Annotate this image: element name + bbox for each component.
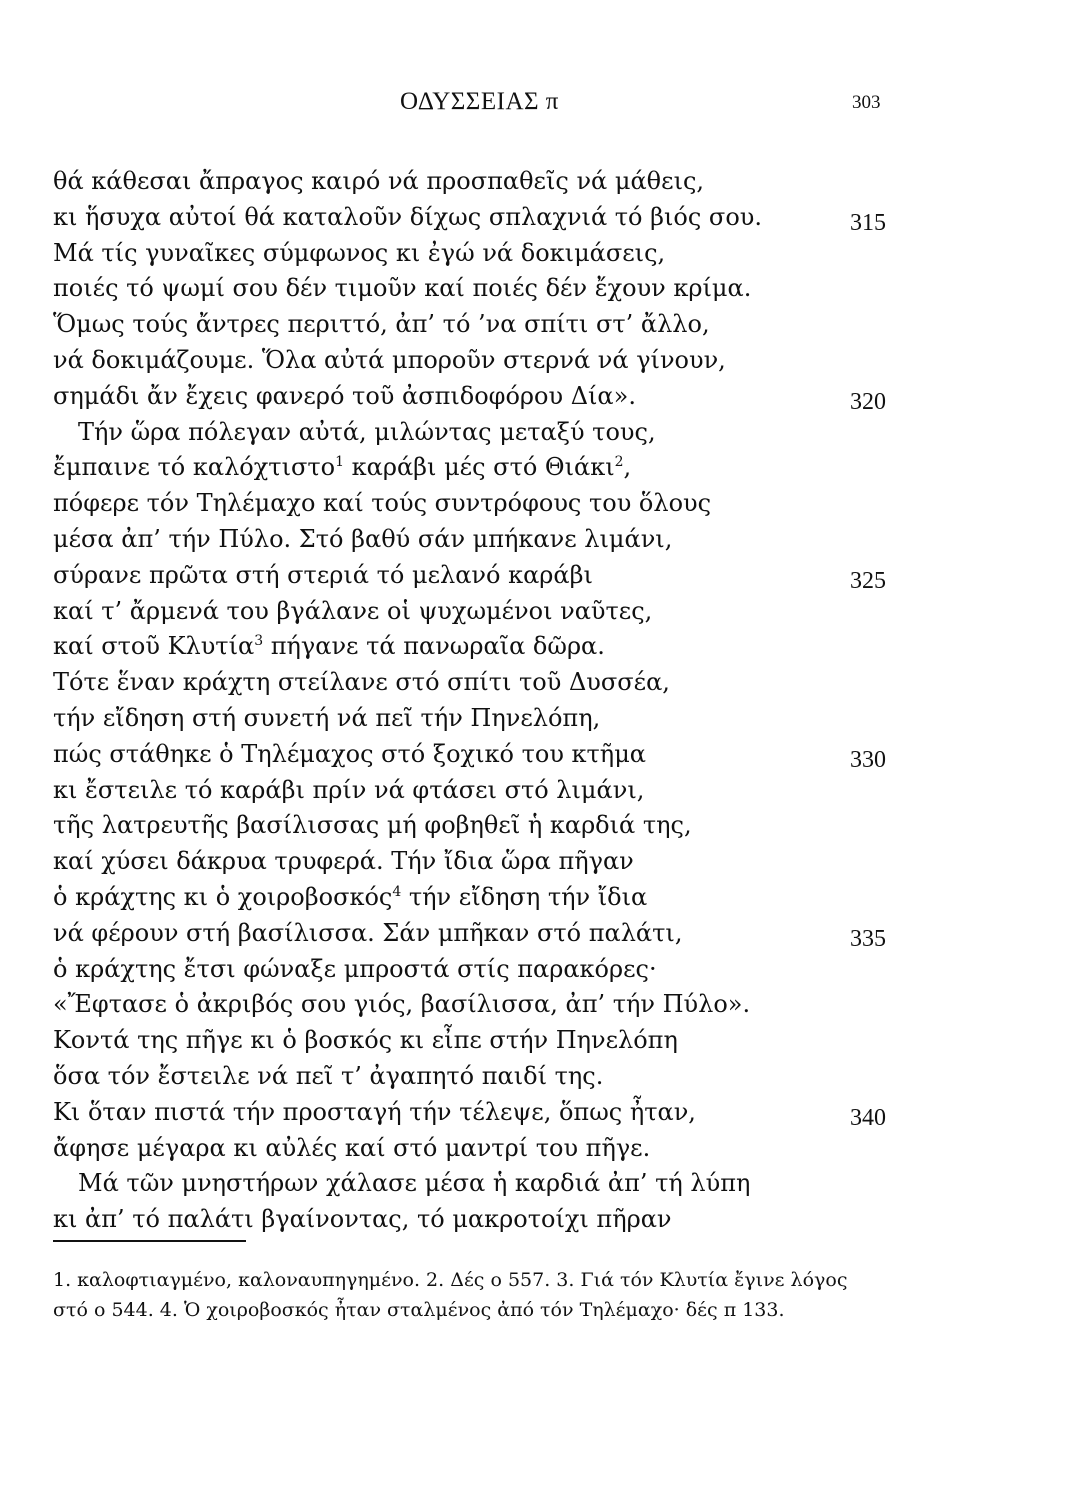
footnote-line: στό ο 544. 4. Ὁ χοιροβοσκός ἦταν σταλμένος ἀπό τόν Τηλέμαχο· δές π 133. [53,1299,785,1321]
verse-line [0,164,1085,200]
verse-line [0,1023,1085,1059]
verse-text [53,880,647,916]
verse-text: Κι ὅταν πιστά τήν προσταγή τήν τέλεψε, ὅπως ἦταν, [53,1097,696,1126]
verse-text: Ὅμως τούς ἄντρες περιττό, ἀπ’ τό ’να σπίτι στ’ ἄλλο, [53,310,710,339]
verse-text: καί χύσει δάκρυα τρυφερά. Τήν ἴδια ὥρα πῆγαν [53,847,634,876]
line-number: 335 [850,925,886,952]
verse-text: κι ἥσυχα αὐτοί θά καταλοῦν δίχως σπλαχνιά τό βιός σου. [53,202,762,231]
verse-line [0,880,1085,916]
footnote-rule [53,1240,246,1242]
verse-line [0,844,1085,880]
verse-text: κι ἀπ’ τό παλάτι βγαίνοντας, τό μακροτοίχι πῆραν [53,1205,672,1234]
line-number: 320 [850,388,886,415]
page-number: 303 [852,92,881,113]
verse-text: Μά τῶν μνηστήρων χάλασε μέσα ἡ καρδιά ἀπ’ τή λύπη [78,1169,751,1198]
verse-text: μέσα ἀπ’ τήν Πύλο. Στό βαθύ σάν μπήκανε λιμάνι, [53,524,673,553]
verse-text: θά κάθεσαι ἄπραγος καιρό νά προσπαθεῖς νά μάθεις, [53,167,705,195]
verse-text-segment: ὁ κράχτης κι ὁ χοιροβοσκός [53,882,393,911]
footnote-marker: 1 [335,454,345,471]
verse-text-segment: τήν εἴδηση τήν ἴδια [401,882,648,911]
verse-line [0,271,1085,307]
verse-line [0,594,1085,630]
verse-text: Μά τίς γυναῖκες σύμφωνος κι ἐγώ νά δοκιμάσεις, [53,238,666,267]
verse-line [0,1166,1085,1202]
verse-line [0,236,1085,272]
verse-line [0,1095,1085,1131]
verse-text: σημάδι ἄν ἔχεις φανερό τοῦ ἀσπιδοφόρου Δία». [53,381,636,410]
line-number: 315 [850,209,886,236]
verse-line [0,200,1085,236]
verse-line [0,486,1085,522]
verse-line [0,808,1085,844]
verse-text: νά φέρουν στή βασίλισσα. Σάν μπῆκαν στό παλάτι, [53,918,683,947]
verse-text-segment: , [623,453,632,482]
verse-block [0,164,1085,1238]
verse-line [0,307,1085,343]
verse-text: πόφερε τόν Τηλέμαχο καί τούς συντρόφους του ὅλους [53,489,712,518]
verse-text: ὅσα τόν ἔστειλε νά πεῖ τ’ ἀγαπητό παιδί της. [53,1061,604,1090]
verse-text: «Ἔφτασε ὁ ἀκριβός σου γιός, βασίλισσα, ἀπ’ τήν Πύλο». [53,990,751,1019]
verse-text: κι ἔστειλε τό καράβι πρίν νά φτάσει στό λιμάνι, [53,775,645,804]
verse-line [0,343,1085,379]
verse-text [53,629,605,665]
verse-text: τῆς λατρευτῆς βασίλισσας μή φοβηθεῖ ἡ καρδιά της, [53,811,692,840]
verse-line [0,1131,1085,1167]
verse-line [0,1059,1085,1095]
verse-text: ὁ κράχτης ἔτσι φώναξε μπροστά στίς παρακόρες· [53,954,657,983]
footnote-line: 1. καλοφτιαγμένο, καλοναυπηγημένο. 2. Δές ο 557. 3. Γιά τόν Κλυτία ἔγινε λόγος [53,1269,848,1291]
verse-line [0,916,1085,952]
verse-text-segment: καράβι μές στό Θιάκι [344,453,615,482]
page-header [0,88,1085,128]
line-number: 325 [850,567,886,594]
verse-text: ποιές τό ψωμί σου δέν τιμοῦν καί ποιές δέν ἔχουν κρίμα. [53,274,752,303]
verse-line [0,1202,1085,1238]
verse-line [0,450,1085,486]
verse-text-segment: καί στοῦ Κλυτία [53,632,255,661]
verse-line [0,952,1085,988]
running-title: ΟΔΥΣΣΕΙΑΣ π [400,88,559,115]
verse-text: Κοντά της πῆγε κι ὁ βοσκός κι εἶπε στήν Πηνελόπη [53,1026,678,1055]
verse-line [0,987,1085,1023]
verse-text-segment: ἔμπαινε τό καλόχτιστο [53,453,336,482]
verse-text: ἄφησε μέγαρα κι αὐλές καί στό μαντρί του πῆγε. [53,1133,651,1162]
verse-line [0,522,1085,558]
verse-text: τήν εἴδηση στή συνετή νά πεῖ τήν Πηνελόπη, [53,703,601,732]
verse-text: Τήν ὥρα πόλεγαν αὐτά, μιλώντας μεταξύ τους, [78,417,656,446]
verse-text: νά δοκιμάζουμε. Ὅλα αὐτά μποροῦν στερνά νά γίνουν, [53,345,726,374]
line-number: 330 [850,746,886,773]
verse-text [53,450,631,486]
line-number: 340 [850,1104,886,1131]
verse-line [0,629,1085,665]
verse-line [0,558,1085,594]
verse-line [0,379,1085,415]
verse-text: Τότε ἕναν κράχτη στείλανε στό σπίτι τοῦ Δυσσέα, [53,668,670,697]
verse-text-segment: πήγανε τά πανωραῖα δῶρα. [263,632,605,661]
verse-line [0,773,1085,809]
verse-line [0,737,1085,773]
footnote-marker: 2 [614,454,624,471]
footnote-marker: 3 [254,633,264,650]
footnote-marker: 4 [392,883,402,900]
verse-line [0,415,1085,451]
verse-text: πώς στάθηκε ὁ Τηλέμαχος στό ξοχικό του κτῆμα [53,739,646,768]
verse-line [0,665,1085,701]
verse-line [0,701,1085,737]
verse-text: καί τ’ ἄρμενά του βγάλανε οἱ ψυχωμένοι ναῦτες, [53,596,653,625]
footnotes [53,1265,913,1325]
verse-text: σύρανε πρῶτα στή στεριά τό μελανό καράβι [53,560,593,589]
